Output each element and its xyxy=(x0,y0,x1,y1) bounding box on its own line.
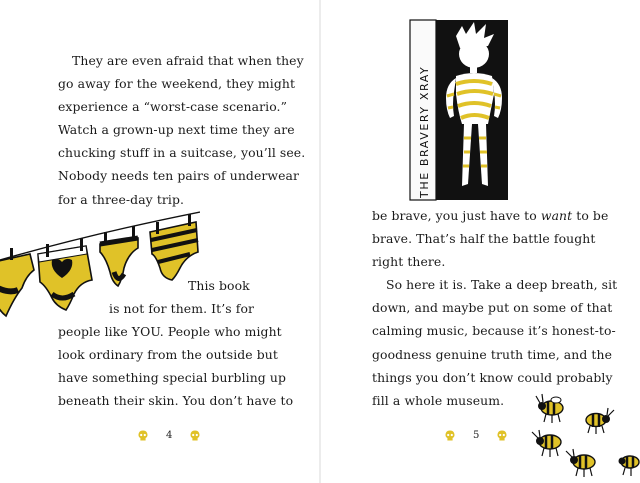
page-folio-left xyxy=(138,430,200,441)
text-line: right there. xyxy=(372,254,446,270)
text-run: be brave, you just have to xyxy=(372,208,541,223)
text-line: goodness genuine truth time, and the xyxy=(372,346,613,362)
bravery-xray-illustration xyxy=(404,14,508,206)
text-line xyxy=(372,204,617,227)
text-line-not-for-them: is not for them. It’s for xyxy=(109,301,255,316)
skull-icon xyxy=(497,430,507,441)
paragraph-worst-case xyxy=(58,49,305,211)
skull-icon xyxy=(445,430,455,441)
text-line: people like YOU. People who might xyxy=(58,324,282,339)
paragraph-people-like-you xyxy=(58,320,293,412)
text-line: chucking stuff in a suitcase, you’ll see. xyxy=(58,145,306,161)
bee-icon xyxy=(566,449,595,477)
text-line: Watch a grown-up next time they are xyxy=(58,122,295,138)
bee-icon xyxy=(586,408,614,434)
left-page xyxy=(0,0,319,483)
bee-icon xyxy=(532,430,561,457)
text-line: Nobody needs ten pairs of underwear xyxy=(58,168,300,184)
text-line: go away for the weekend, they might xyxy=(58,76,296,92)
underwear-clothesline-illustration xyxy=(0,198,200,328)
text-line: for a three-day trip. xyxy=(58,191,185,207)
emphasis-want: want xyxy=(540,208,573,223)
bee-icon xyxy=(619,456,640,476)
skull-icon xyxy=(190,430,200,441)
text-line: fill a whole museum. xyxy=(372,392,505,408)
paragraph-brave xyxy=(372,204,617,412)
page-number: 5 xyxy=(473,430,480,441)
text-line-this-book: This book xyxy=(188,278,250,293)
text-line: brave. That’s half the battle fought xyxy=(372,231,596,247)
text-line: look ordinary from the outside but xyxy=(58,347,278,363)
text-line: So here it is. Take a deep breath, sit xyxy=(386,277,618,293)
page-folio-right xyxy=(445,430,507,441)
text-line: things you don’t know could probably xyxy=(372,369,613,385)
text-line: have something special burbling up xyxy=(58,370,286,386)
text-line: beneath their skin. You don’t have to xyxy=(58,393,294,409)
text-line: They are even afraid that when they xyxy=(72,53,304,68)
bees-illustration xyxy=(528,390,640,483)
text-line: experience a “worst-case scenario.” xyxy=(58,99,288,115)
text-run: to be xyxy=(572,208,609,223)
page-number: 4 xyxy=(166,430,173,441)
skull-icon xyxy=(138,430,148,441)
text-line: down, and maybe put on some of that xyxy=(372,300,613,316)
xray-label: THE BRAVERY XRAY xyxy=(418,65,431,198)
text-line: calming music, because it’s honest-to- xyxy=(372,323,616,339)
bee-icon xyxy=(536,394,563,423)
